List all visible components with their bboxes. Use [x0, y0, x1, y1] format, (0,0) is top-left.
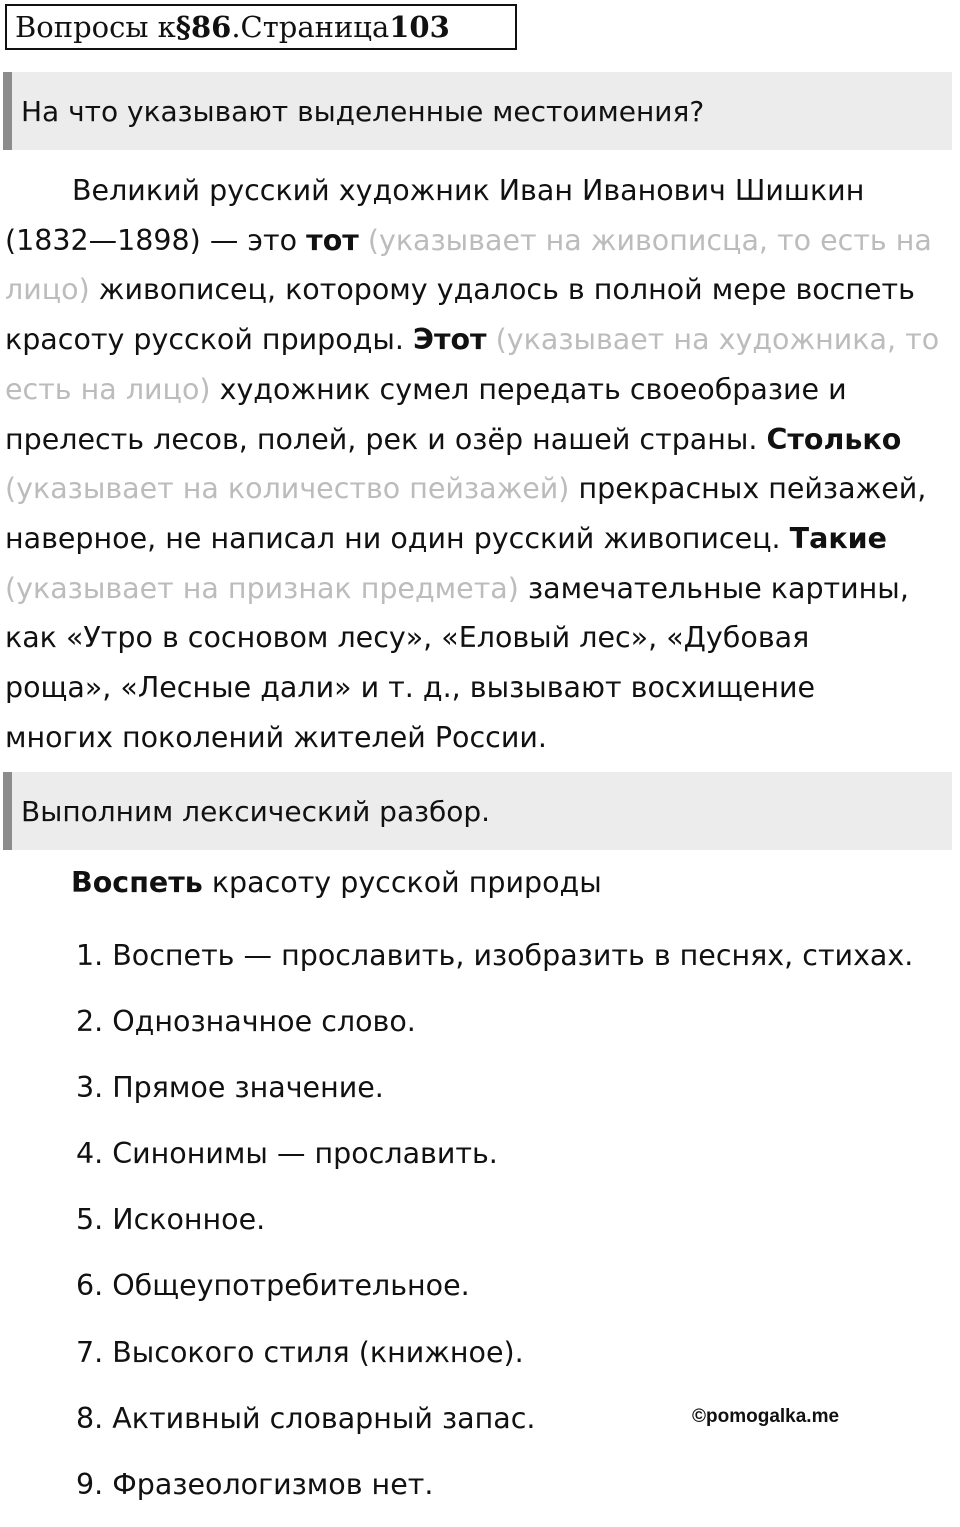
paragraph-line: [5, 315, 955, 365]
pronoun-hint: лицо): [5, 273, 90, 307]
paragraph-line: [5, 464, 955, 514]
pronoun-highlight: Этот: [413, 323, 487, 357]
pronoun-highlight: тот: [306, 223, 359, 257]
pronoun-highlight: Столько: [766, 422, 902, 456]
text-run: роща», «Лесные дали» и т. д., вызывают восхищение: [5, 671, 816, 705]
pronoun-hint: (указывает на живописца, то есть на: [358, 223, 932, 257]
text-run: Великий русский художник Иван Иванович Шишкин: [72, 174, 865, 207]
question-text: На что указывают выделенные местоимения?: [21, 94, 705, 128]
paragraph-line: [5, 365, 955, 415]
list-item: 1. Воспеть — прославить, изобразить в песнях, стихах.: [76, 939, 914, 972]
text-run: прелесть лесов, полей, рек и озёр нашей страны.: [5, 422, 767, 456]
text-run: наверное, не написал ни один русский живописец.: [5, 521, 790, 555]
text-run: замечательные картины,: [518, 571, 909, 605]
page-title: [5, 4, 517, 50]
paragraph-line: [5, 415, 955, 465]
lexical-analysis-list: [76, 932, 913, 1527]
lexical-phrase: [71, 866, 602, 899]
text-run: живописец, которому удалось в полной мере воспеть: [89, 273, 915, 307]
list-item: 3. Прямое значение.: [76, 1071, 384, 1105]
paragraph-line: [5, 216, 955, 266]
title-prefix: Вопросы к: [15, 10, 176, 44]
pronoun-hint: есть на лицо): [5, 372, 211, 406]
answer-paragraph: [5, 166, 955, 762]
text-run: (1832—1898) — это: [5, 223, 307, 257]
list-item: 7. Высокого стиля (книжное).: [76, 1335, 524, 1369]
question-heading: [3, 72, 952, 150]
title-page-label: Страница: [240, 10, 390, 44]
text-run: прекрасных пейзажей,: [569, 472, 927, 506]
pronoun-highlight: Такие: [789, 521, 887, 555]
lexical-heading-text: Выполним лексический разбор.: [21, 794, 491, 828]
paragraph-line: [5, 166, 955, 216]
title-page-number: 103: [389, 10, 450, 44]
text-run: красоту русской природы.: [5, 323, 414, 357]
lexical-word: Воспеть: [71, 866, 203, 899]
title-section: §86: [175, 10, 232, 44]
text-run: многих поколений жителей России.: [5, 720, 547, 754]
text-run: как «Утро в сосновом лесу», «Еловый лес», «Дубовая: [5, 621, 810, 655]
watermark: ©pomogalka.me: [692, 1406, 840, 1427]
lexical-heading: [3, 772, 952, 850]
list-item: 6. Общеупотребительное.: [76, 1269, 470, 1303]
paragraph-line: [5, 265, 955, 315]
title-dot: .: [231, 10, 241, 44]
paragraph-line: [5, 564, 955, 614]
paragraph-line: [5, 613, 955, 663]
paragraph-line: [5, 514, 955, 564]
pronoun-hint: (указывает на количество пейзажей): [5, 472, 570, 506]
paragraph-line: [5, 713, 955, 763]
pronoun-hint: (указывает на художника, то: [486, 323, 940, 357]
list-item: 5. Исконное.: [76, 1203, 266, 1237]
list-item: 9. Фразеологизмов нет.: [76, 1467, 434, 1501]
text-run: художник сумел передать своеобразие и: [210, 372, 847, 406]
list-item: 2. Однозначное слово.: [76, 1005, 416, 1039]
paragraph-line: [5, 663, 955, 713]
list-item: 8. Активный словарный запас.: [76, 1401, 536, 1435]
lexical-phrase-rest: красоту русской природы: [202, 866, 602, 899]
list-item: 4. Синонимы — прославить.: [76, 1137, 498, 1171]
pronoun-hint: (указывает на признак предмета): [5, 571, 519, 605]
